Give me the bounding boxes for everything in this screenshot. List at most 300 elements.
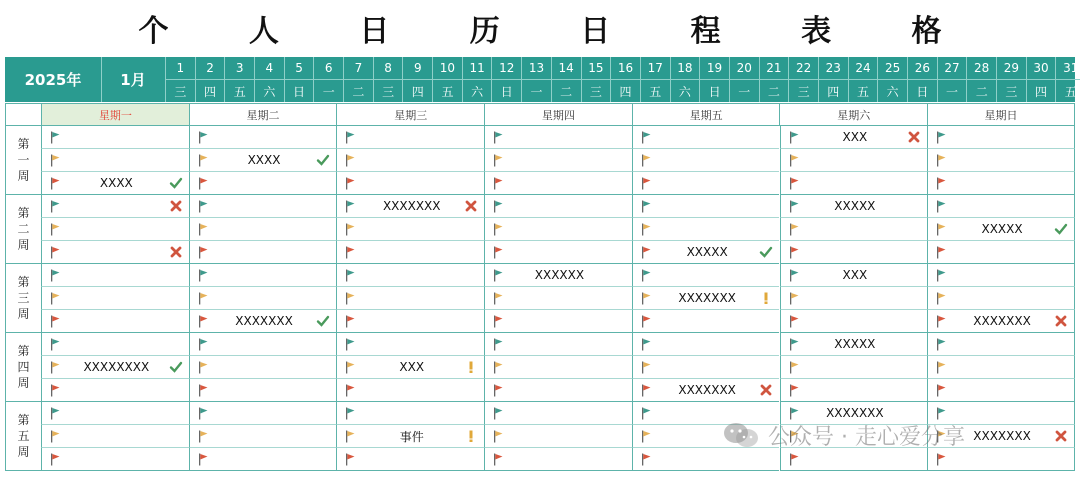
flag-icon	[789, 200, 799, 213]
schedule-cell[interactable]	[484, 218, 632, 241]
event-text	[66, 241, 167, 263]
week-label-char: 四	[17, 360, 30, 374]
event-text	[361, 241, 462, 263]
warning-icon	[464, 429, 478, 443]
event-text: XXX	[399, 360, 425, 374]
day-column	[551, 57, 581, 102]
event-text	[66, 448, 167, 470]
flag-icon	[50, 177, 60, 190]
schedule-cell[interactable]	[927, 241, 1075, 264]
day-column	[432, 57, 462, 102]
day-weekday: 六	[886, 84, 899, 99]
schedule-cell[interactable]	[189, 241, 337, 264]
month-label: 1月	[101, 57, 166, 102]
flag-icon	[789, 338, 799, 351]
watermark	[722, 418, 965, 452]
flag-icon	[493, 246, 503, 259]
schedule-cell[interactable]	[780, 333, 928, 356]
flag-icon	[493, 407, 503, 420]
flag-icon	[789, 453, 799, 466]
flag-icon	[493, 430, 503, 443]
weekday-header: 星期五	[632, 103, 780, 126]
schedule-cell[interactable]	[927, 126, 1075, 149]
weekday-header: 星期一	[41, 103, 189, 126]
event-text	[214, 195, 315, 217]
event-text: XXXXXXX	[678, 291, 736, 305]
schedule-cell[interactable]	[41, 195, 189, 218]
flag-icon	[50, 223, 60, 236]
flag-icon	[50, 384, 60, 397]
week-label-char: 第	[17, 413, 30, 427]
event-text	[361, 126, 462, 148]
event-text	[214, 264, 315, 286]
flag-icon	[936, 292, 946, 305]
day-column	[788, 57, 818, 102]
flag-icon	[493, 384, 503, 397]
event-text	[66, 264, 167, 286]
day-number: 30	[1027, 57, 1056, 80]
schedule-cell[interactable]	[189, 356, 337, 379]
schedule-cell[interactable]	[780, 195, 928, 218]
event-text	[509, 195, 610, 217]
event-text: XXXXX	[686, 245, 728, 259]
schedule-cell[interactable]	[632, 287, 780, 310]
weekday-header: 星期四	[484, 103, 632, 126]
day-column	[1026, 57, 1056, 102]
schedule-cell[interactable]	[336, 448, 484, 471]
event-text	[952, 264, 1052, 286]
schedule-cell[interactable]	[780, 379, 928, 402]
day-column	[877, 57, 907, 102]
day-column	[343, 57, 373, 102]
day-strip	[165, 57, 1079, 102]
flag-icon	[198, 384, 208, 397]
event-text: XXX	[842, 268, 868, 282]
flag-icon	[789, 177, 799, 190]
schedule-cell[interactable]	[484, 310, 632, 333]
event-text	[361, 448, 462, 470]
schedule-cell[interactable]	[927, 264, 1075, 287]
week-label-char: 一	[17, 153, 30, 167]
day-weekday: 四	[204, 84, 217, 99]
schedule-cell[interactable]	[632, 195, 780, 218]
schedule-cell[interactable]	[189, 218, 337, 241]
flag-icon	[936, 453, 946, 466]
schedule-cell[interactable]	[189, 172, 337, 195]
flag-icon	[641, 154, 651, 167]
schedule-cell[interactable]	[336, 149, 484, 172]
schedule-cell[interactable]	[484, 241, 632, 264]
schedule-cell[interactable]	[189, 333, 337, 356]
event-text	[657, 172, 758, 194]
day-column	[521, 57, 551, 102]
day-weekday: 日	[500, 84, 513, 99]
day-column	[462, 57, 492, 102]
event-text	[66, 126, 167, 148]
schedule-cell[interactable]	[336, 379, 484, 402]
event-text	[66, 425, 167, 447]
day-weekday: 五	[856, 84, 869, 99]
schedule-cell[interactable]	[189, 287, 337, 310]
schedule-cell[interactable]	[41, 149, 189, 172]
day-number: 19	[700, 57, 729, 80]
schedule-cell[interactable]	[632, 149, 780, 172]
day-number: 20	[730, 57, 759, 80]
flag-icon	[345, 246, 355, 259]
week-block	[5, 333, 1075, 402]
flag-icon	[641, 338, 651, 351]
schedule-cell[interactable]	[484, 425, 632, 448]
flag-icon	[345, 200, 355, 213]
week-label	[5, 195, 41, 264]
schedule-cell[interactable]	[336, 218, 484, 241]
week-label	[5, 126, 41, 195]
schedule-cell[interactable]	[927, 287, 1075, 310]
flag-icon	[936, 177, 946, 190]
week-label-char: 周	[17, 238, 30, 252]
event-text	[214, 218, 315, 240]
event-text	[509, 402, 610, 424]
event-text	[509, 149, 610, 171]
flag-icon	[936, 200, 946, 213]
flag-icon	[50, 361, 60, 374]
event-text	[657, 356, 758, 378]
day-weekday: 三	[382, 84, 395, 99]
day-column	[759, 57, 789, 102]
schedule-cell[interactable]	[780, 310, 928, 333]
event-text	[361, 218, 462, 240]
schedule-cell[interactable]	[41, 310, 189, 333]
day-number: 7	[344, 57, 373, 80]
schedule-cell[interactable]	[632, 264, 780, 287]
schedule-cell[interactable]	[780, 287, 928, 310]
weekday-header: 星期二	[189, 103, 337, 126]
flag-icon	[50, 154, 60, 167]
day-weekday: 六	[471, 84, 484, 99]
schedule-cell[interactable]	[484, 172, 632, 195]
event-text: XXXXXXX	[826, 406, 884, 420]
warning-icon	[464, 360, 478, 374]
schedule-cell[interactable]	[632, 218, 780, 241]
schedule-cell[interactable]	[484, 195, 632, 218]
schedule-cell[interactable]	[189, 448, 337, 471]
schedule-cell[interactable]	[41, 379, 189, 402]
event-text	[66, 149, 167, 171]
event-text	[214, 333, 315, 355]
day-number: 15	[582, 57, 611, 80]
day-column	[491, 57, 521, 102]
day-number: 17	[641, 57, 670, 80]
schedule-cell[interactable]	[484, 356, 632, 379]
event-text: XXXXXXX	[973, 429, 1031, 443]
event-text	[509, 287, 610, 309]
schedule-cell[interactable]	[484, 379, 632, 402]
day-weekday: 六	[263, 84, 276, 99]
day-weekday: 一	[946, 84, 959, 99]
event-text: XXX	[842, 130, 868, 144]
schedule-cell[interactable]	[189, 379, 337, 402]
check-icon	[759, 245, 773, 259]
day-number: 13	[522, 57, 551, 80]
schedule-cell[interactable]	[41, 241, 189, 264]
event-text	[805, 149, 906, 171]
event-text	[805, 241, 906, 263]
schedule-cell[interactable]	[632, 379, 780, 402]
event-text	[509, 310, 610, 332]
flag-icon	[50, 407, 60, 420]
event-text	[509, 241, 610, 263]
day-number: 26	[908, 57, 937, 80]
flag-icon	[936, 223, 946, 236]
week-label-char: 三	[17, 291, 30, 305]
event-text: XXXXXXX	[235, 314, 293, 328]
flag-icon	[198, 453, 208, 466]
event-text	[509, 333, 610, 355]
schedule-cell[interactable]	[41, 126, 189, 149]
schedule-cell[interactable]	[927, 379, 1075, 402]
schedule-cell[interactable]	[780, 356, 928, 379]
schedule-cell[interactable]	[189, 310, 337, 333]
event-text	[509, 379, 610, 401]
day-column	[254, 57, 284, 102]
day-column	[966, 57, 996, 102]
event-text	[214, 126, 315, 148]
schedule-cell[interactable]	[336, 172, 484, 195]
event-text	[952, 448, 1052, 470]
flag-icon	[641, 131, 651, 144]
day-weekday: 二	[352, 84, 365, 99]
flag-icon	[345, 384, 355, 397]
event-text: XXXXX	[834, 199, 876, 213]
schedule-cell[interactable]	[484, 264, 632, 287]
event-text: XXXXXXX	[973, 314, 1031, 328]
schedule-cell[interactable]	[336, 333, 484, 356]
event-text	[509, 218, 610, 240]
flag-icon	[936, 338, 946, 351]
event-text	[214, 402, 315, 424]
day-weekday: 一	[530, 84, 543, 99]
schedule-cell[interactable]	[632, 172, 780, 195]
flag-icon	[641, 315, 651, 328]
schedule-cell[interactable]	[336, 356, 484, 379]
schedule-cell[interactable]	[484, 402, 632, 425]
event-text	[952, 333, 1052, 355]
schedule-cell[interactable]	[41, 356, 189, 379]
schedule-cell[interactable]	[41, 425, 189, 448]
flag-icon	[789, 154, 799, 167]
schedule-cell[interactable]	[632, 356, 780, 379]
schedule-cell[interactable]	[632, 126, 780, 149]
event-text	[657, 218, 758, 240]
schedule-cell[interactable]	[484, 333, 632, 356]
schedule-cell[interactable]	[189, 149, 337, 172]
schedule-cell[interactable]	[927, 149, 1075, 172]
schedule-cell[interactable]	[336, 310, 484, 333]
event-text	[66, 218, 167, 240]
schedule-cell[interactable]	[927, 333, 1075, 356]
day-number: 1	[166, 57, 195, 80]
flag-icon	[936, 361, 946, 374]
day-number: 3	[225, 57, 254, 80]
event-text	[657, 149, 758, 171]
week-label-char: 周	[17, 307, 30, 321]
schedule-cell[interactable]	[41, 402, 189, 425]
event-text	[361, 379, 462, 401]
event-text	[214, 241, 315, 263]
schedule-cell[interactable]	[927, 172, 1075, 195]
schedule-cell[interactable]	[41, 448, 189, 471]
schedule-cell[interactable]	[41, 172, 189, 195]
flag-icon	[789, 361, 799, 374]
flag-icon	[50, 338, 60, 351]
schedule-cell[interactable]	[484, 287, 632, 310]
schedule-cell[interactable]	[336, 126, 484, 149]
day-number: 18	[671, 57, 700, 80]
flag-icon	[345, 292, 355, 305]
day-weekday: 五	[649, 84, 662, 99]
flag-icon	[641, 200, 651, 213]
event-text	[509, 356, 610, 378]
schedule-cell[interactable]	[189, 425, 337, 448]
schedule-cell[interactable]	[336, 195, 484, 218]
schedule-cell[interactable]	[189, 195, 337, 218]
flag-icon	[198, 269, 208, 282]
day-number: 11	[463, 57, 492, 80]
schedule-cell[interactable]	[336, 402, 484, 425]
schedule-cell[interactable]	[780, 172, 928, 195]
flag-icon	[936, 246, 946, 259]
flag-icon	[198, 338, 208, 351]
schedule-cell[interactable]	[336, 241, 484, 264]
flag-icon	[198, 154, 208, 167]
flag-icon	[50, 200, 60, 213]
event-text	[952, 287, 1052, 309]
flag-icon	[198, 177, 208, 190]
event-text	[657, 195, 758, 217]
event-text: XXXXXXX	[678, 383, 736, 397]
schedule-cell[interactable]	[41, 218, 189, 241]
schedule-cell[interactable]	[41, 333, 189, 356]
flag-icon	[50, 453, 60, 466]
corner-cell	[5, 103, 41, 126]
flag-icon	[50, 315, 60, 328]
schedule-cell[interactable]	[927, 356, 1075, 379]
event-text	[361, 310, 462, 332]
day-weekday: 日	[708, 84, 721, 99]
event-text	[66, 195, 167, 217]
day-column	[581, 57, 611, 102]
event-text	[361, 172, 462, 194]
day-column	[610, 57, 640, 102]
flag-icon	[641, 430, 651, 443]
schedule-cell[interactable]	[632, 310, 780, 333]
schedule-cell[interactable]	[780, 264, 928, 287]
schedule-cell[interactable]	[189, 402, 337, 425]
month-header	[5, 57, 1079, 102]
week-label-char: 第	[17, 275, 30, 289]
event-text	[805, 356, 906, 378]
flag-icon	[198, 407, 208, 420]
schedule-cell[interactable]	[927, 310, 1075, 333]
event-text	[952, 149, 1052, 171]
day-number: 2	[196, 57, 225, 80]
week-block	[5, 195, 1075, 264]
schedule-cell[interactable]	[336, 425, 484, 448]
flag-icon	[345, 223, 355, 236]
flag-icon	[936, 384, 946, 397]
flag-icon	[641, 177, 651, 190]
event-text	[805, 310, 906, 332]
flag-icon	[789, 269, 799, 282]
week-label-char: 第	[17, 137, 30, 151]
week-label-char: 周	[17, 376, 30, 390]
flag-icon	[493, 200, 503, 213]
schedule-cell[interactable]	[927, 195, 1075, 218]
schedule-cell[interactable]	[189, 126, 337, 149]
event-text	[361, 149, 462, 171]
flag-icon	[493, 292, 503, 305]
event-text	[657, 264, 758, 286]
cross-icon	[1054, 429, 1068, 443]
day-column	[848, 57, 878, 102]
flag-icon	[345, 131, 355, 144]
week-label-char: 五	[17, 429, 30, 443]
schedule-cell[interactable]	[780, 149, 928, 172]
year-label: 2025年	[5, 57, 102, 102]
schedule-cell[interactable]	[780, 126, 928, 149]
schedule-cell[interactable]	[780, 218, 928, 241]
schedule-cell[interactable]	[484, 448, 632, 471]
event-text	[952, 241, 1052, 263]
weekday-header-row	[5, 103, 1075, 126]
day-number: 25	[878, 57, 907, 80]
flag-icon	[493, 223, 503, 236]
day-column	[165, 57, 195, 102]
schedule-cell[interactable]	[41, 287, 189, 310]
schedule-cell[interactable]	[336, 264, 484, 287]
day-column	[284, 57, 314, 102]
event-text: XXXXXX	[534, 268, 585, 282]
flag-icon	[50, 430, 60, 443]
day-column	[670, 57, 700, 102]
day-number: 27	[938, 57, 967, 80]
schedule-cell[interactable]	[484, 126, 632, 149]
day-number: 12	[492, 57, 521, 80]
schedule-cell[interactable]	[632, 333, 780, 356]
day-number: 6	[314, 57, 343, 80]
flag-icon	[493, 361, 503, 374]
event-text	[805, 287, 906, 309]
week-block	[5, 126, 1075, 195]
event-text	[509, 448, 610, 470]
flag-icon	[936, 315, 946, 328]
schedule-cell[interactable]	[632, 241, 780, 264]
schedule-cell[interactable]	[336, 287, 484, 310]
day-number: 8	[374, 57, 403, 80]
flag-icon	[789, 223, 799, 236]
event-text: XXXXX	[834, 337, 876, 351]
schedule-cell[interactable]	[189, 264, 337, 287]
event-text	[509, 172, 610, 194]
event-text	[952, 126, 1052, 148]
day-weekday: 四	[827, 84, 840, 99]
schedule-cell[interactable]	[927, 218, 1075, 241]
day-weekday: 四	[1035, 84, 1048, 99]
flag-icon	[198, 131, 208, 144]
schedule-cell[interactable]	[41, 264, 189, 287]
schedule-cell[interactable]	[484, 149, 632, 172]
schedule-cell[interactable]	[780, 241, 928, 264]
